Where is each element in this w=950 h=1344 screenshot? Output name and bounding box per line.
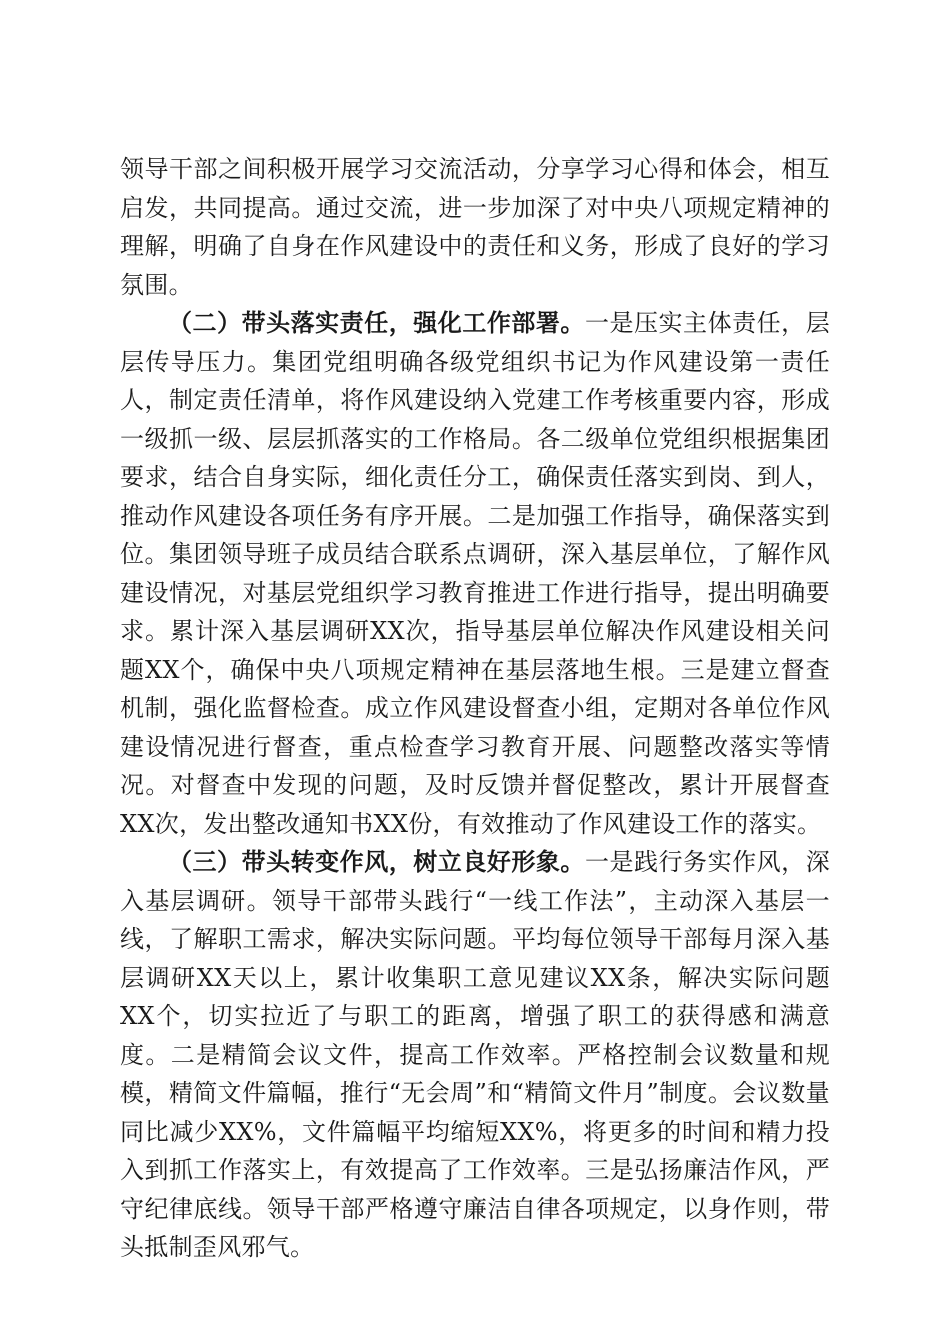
paragraph-section-two bbox=[120, 304, 830, 843]
section-heading-two: （二）带头落实责任，强化工作部署。 bbox=[168, 308, 585, 337]
paragraph-section-three bbox=[120, 843, 830, 1267]
document-body bbox=[120, 150, 830, 1267]
paragraph-text: 领导干部之间积极开展学习交流活动，分享学习心得和体会，相互启发，共同提高。通过交流，进一步加深了对中央八项规定精神的理解，明确了自身在作风建设中的责任和义务，形成了良好的学习氛围。 bbox=[120, 155, 830, 299]
paragraph-text: 一是压实主体责任，层层传导压力。集团党组明确各级党组织书记为作风建设第一责任人，制定责任清单，将作风建设纳入党建工作考核重要内容，形成一级抓一级、层层抓落实的工作格局。各二级单位党组织根据集团要求，结合自身实际，细化责任分工，确保责任落实到岗、到人，推动作风建设各项任务有序开展。二是加强工作指导，确保落实到位。集团领导班子成员结合联系点调研，深入基层单位，了解作风建设情况，对基层党组织学习教育推进工作进行指导，提出明确要求。累计深入基层调研XX次，指导基层单位解决作风建设相关问题XX个，确保中央八项规定精神在基层落地生根。三是建立督查机制，强化监督检查。成立作风建设督查小组，定期对各单位作风建设情况进行督查，重点检查学习教育开展、问题整改落实等情况。对督查中发现的问题，及时反馈并督促整改，累计开展督查XX次，发出整改通知书XX份，有效推动了作风建设工作的落实。 bbox=[120, 309, 830, 838]
paragraph-text: 一是践行务实作风，深入基层调研。领导干部带头践行“一线工作法”，主动深入基层一线，了解职工需求，解决实际问题。平均每位领导干部每月深入基层调研XX天以上，累计收集职工意见建议XX条，解决实际问题XX个，切实拉近了与职工的距离，增强了职工的获得感和满意度。二是精简会议文件，提高工作效率。严格控制会议数量和规模，精简文件篇幅，推行“无会周”和“精简文件月”制度。会议数量同比减少XX%，文件篇幅平均缩短XX%，将更多的时间和精力投入到抓工作落实上，有效提高了工作效率。三是弘扬廉洁作风，严守纪律底线。领导干部严格遵守廉洁自律各项规定，以身作则，带头抵制歪风邪气。 bbox=[120, 848, 830, 1261]
paragraph-intro-continuation bbox=[120, 150, 830, 304]
section-heading-three: （三）带头转变作风，树立良好形象。 bbox=[168, 847, 585, 876]
